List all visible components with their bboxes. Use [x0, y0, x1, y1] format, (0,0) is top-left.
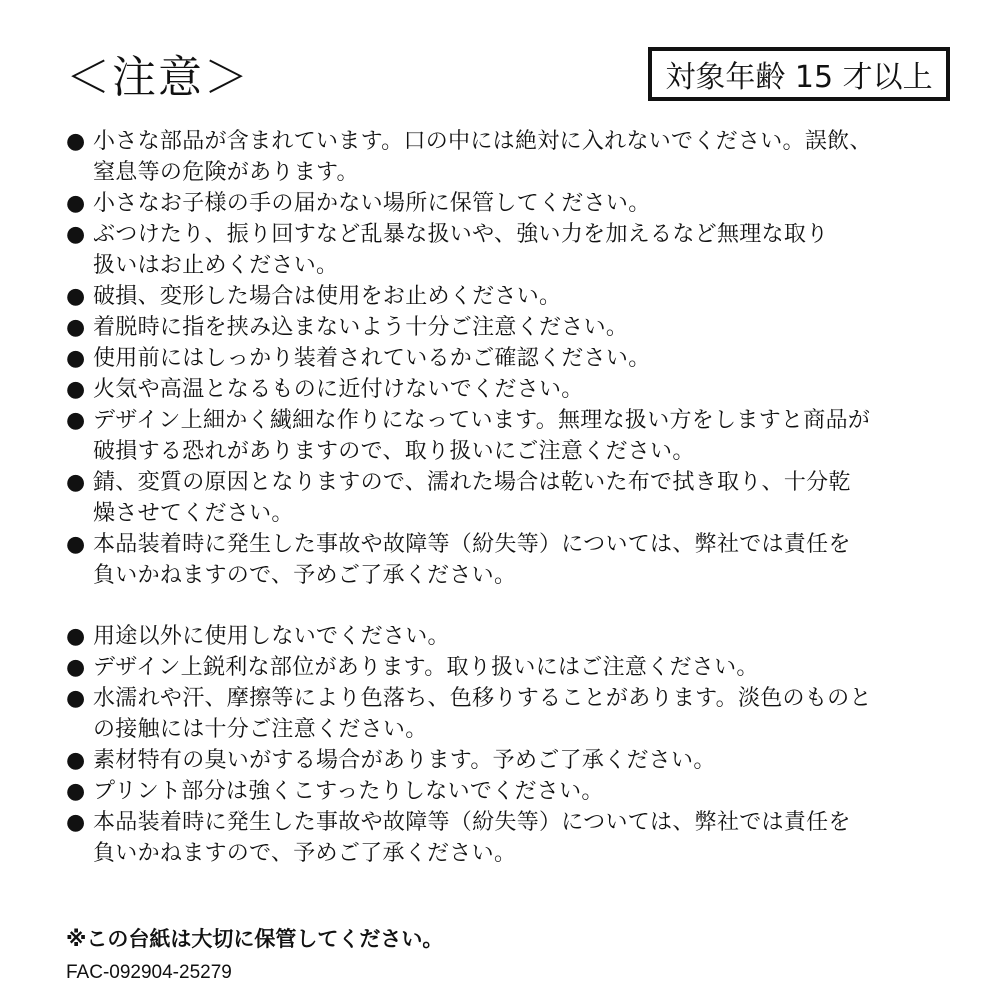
caution-item [66, 652, 956, 683]
caution-item [66, 405, 956, 467]
caution-text: 火気や高温となるものに近付けないでください。 [93, 377, 584, 402]
product-code: FAC-092904-25279 [66, 962, 232, 983]
caution-text: 水濡れや汗、摩擦等により色落ち、色移りすることがあります。淡色のものと [93, 686, 872, 711]
caution-text: 本品装着時に発生した事故や故障等（紛失等）については、弊社では責任を [93, 532, 851, 557]
bullet-icon: ● [66, 377, 86, 402]
age-rating-badge: 対象年齢 15 才以上 [648, 47, 950, 101]
caution-text: プリント部分は強くこすったりしないでください。 [93, 779, 604, 804]
caution-text: 用途以外に使用しないでください。 [93, 624, 450, 649]
caution-item [66, 188, 956, 219]
caution-item [66, 467, 956, 529]
caution-text: 本品装着時に発生した事故や故障等（紛失等）については、弊社では責任を [93, 810, 851, 835]
bullet-icon: ● [66, 191, 86, 216]
caution-text: ぶつけたり、振り回すなど乱暴な扱いや、強い力を加えるなど無理な取り [93, 222, 829, 247]
footer-note: ※この台紙は大切に保管してください。 [66, 927, 444, 951]
caution-item [66, 683, 956, 745]
caution-text: 錆、変質の原因となりますので、濡れた場合は乾いた布で拭き取り、十分乾 [93, 470, 851, 495]
bullet-icon: ● [66, 748, 86, 773]
caution-text: 負いかねますので、予めご了承ください。 [93, 563, 517, 588]
caution-text: デザイン上鋭利な部位があります。取り扱いにはご注意ください。 [93, 655, 759, 680]
caution-item [66, 621, 956, 652]
caution-text: 素材特有の臭いがする場合があります。予めご了承ください。 [93, 748, 716, 773]
caution-item [66, 312, 956, 343]
bullet-icon: ● [66, 810, 86, 835]
caution-item [66, 776, 956, 807]
caution-list-primary [66, 126, 956, 591]
bullet-icon: ● [66, 624, 86, 649]
caution-list-secondary [66, 621, 956, 869]
bullet-icon: ● [66, 470, 86, 495]
bullet-icon: ● [66, 284, 86, 309]
caution-text: 窒息等の危険があります。 [93, 160, 359, 185]
caution-text: 破損する恐れがありますので、取り扱いにご注意ください。 [93, 439, 695, 464]
caution-text: 破損、変形した場合は使用をお止めください。 [93, 284, 562, 309]
caution-text: 燥させてください。 [93, 501, 294, 526]
bullet-icon: ● [66, 346, 86, 371]
caution-text: 負いかねますので、予めご了承ください。 [93, 841, 517, 866]
caution-text: 着脱時に指を挟み込まないよう十分ご注意ください。 [93, 315, 629, 340]
bullet-icon: ● [66, 532, 86, 557]
bullet-icon: ● [66, 655, 86, 680]
bullet-icon: ● [66, 686, 86, 711]
caution-text: 扱いはお止めください。 [93, 253, 339, 278]
caution-item [66, 529, 956, 591]
bullet-icon: ● [66, 315, 86, 340]
caution-item [66, 807, 956, 869]
caution-text: 小さなお子様の手の届かない場所に保管してください。 [93, 191, 651, 216]
caution-item [66, 374, 956, 405]
caution-item [66, 745, 956, 776]
bullet-icon: ● [66, 408, 86, 433]
caution-text: デザイン上細かく繊細な作りになっています。無理な扱い方をしますと商品が [93, 408, 871, 433]
caution-text: 使用前にはしっかり装着されているかご確認ください。 [93, 346, 651, 371]
caution-text: 小さな部品が含まれています。口の中には絶対に入れないでください。誤飲、 [93, 129, 872, 154]
page-title: ＜注意＞ [66, 52, 250, 103]
bullet-icon: ● [66, 129, 86, 154]
caution-item [66, 126, 956, 188]
caution-item [66, 219, 956, 281]
caution-item [66, 343, 956, 374]
bullet-icon: ● [66, 779, 86, 804]
caution-text: の接触には十分ご注意ください。 [93, 717, 428, 742]
bullet-icon: ● [66, 222, 86, 247]
caution-item [66, 281, 956, 312]
